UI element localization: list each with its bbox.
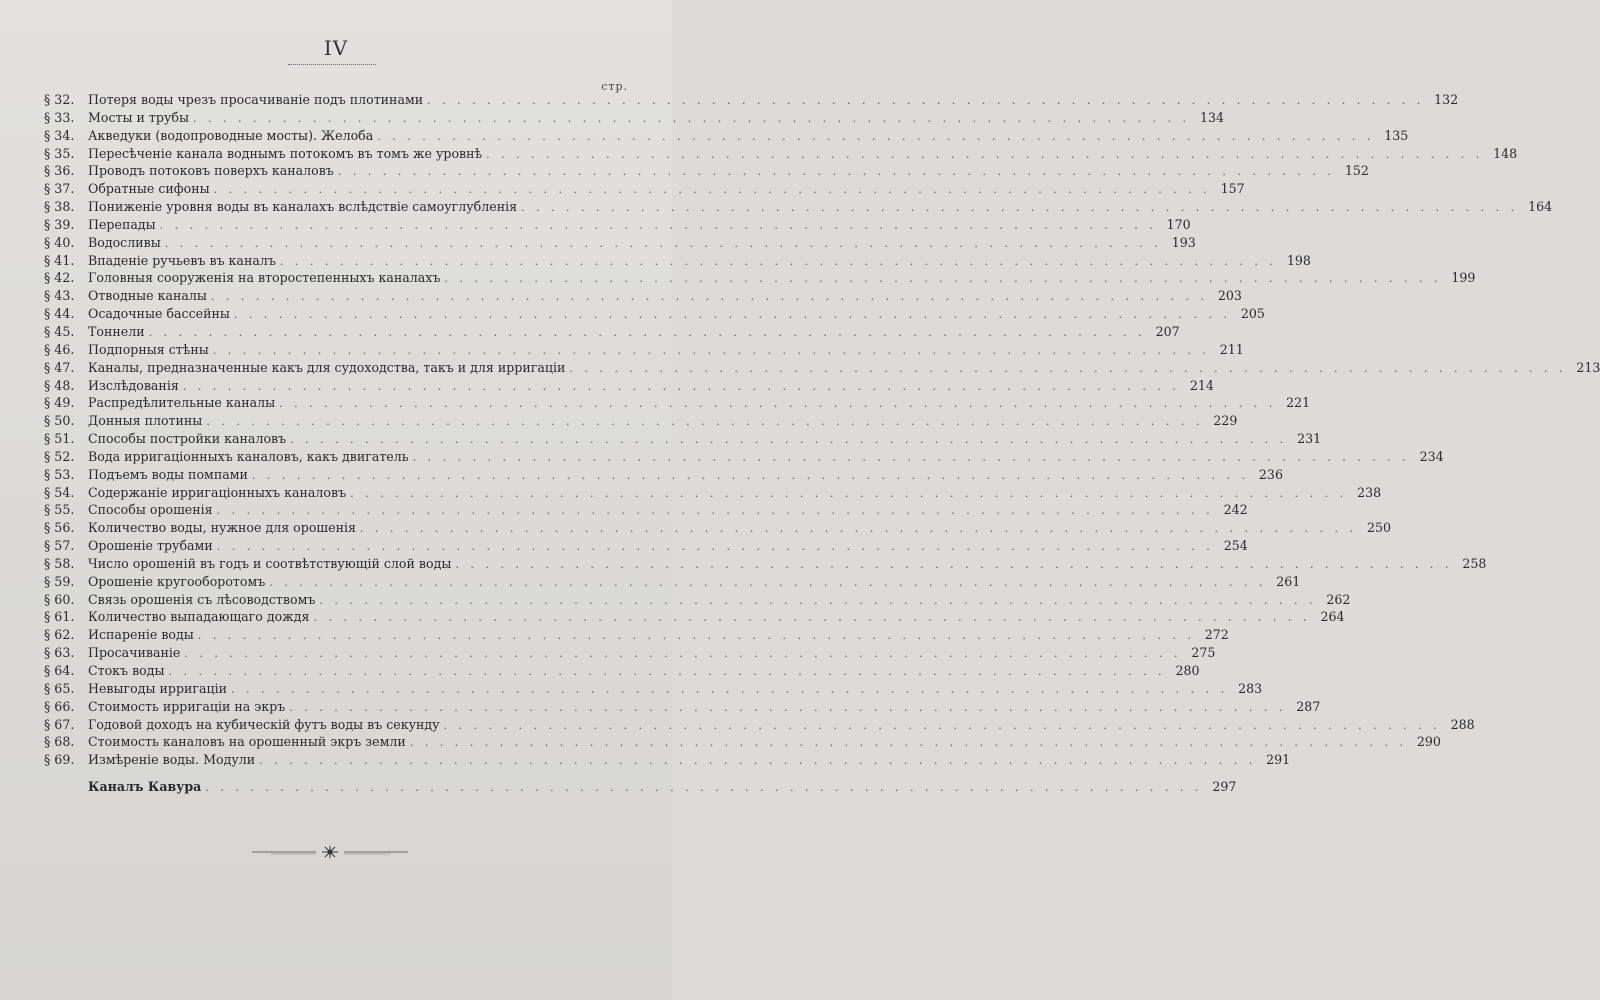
dot-leader: . . . . . . . . . . . . . . . . . . . . . . . . . . . . . . . . . . . . . . . . . . . . . . . . . . . . . . . . . . . . . . . . . . . (289, 700, 1287, 714)
dot-leader: . . . . . . . . . . . . . . . . . . . . . . . . . . . . . . . . . . . . . . . . . . . . . . . . . . . . . . . . . . . . . . . . . . . (427, 94, 1425, 107)
toc-entry-title: Донныя плотины (88, 413, 203, 429)
toc-entry-title: Орошеніе кругооборотомъ (88, 573, 266, 589)
toc-entry-page: 287 (1296, 698, 1321, 714)
toc-entry-title: Испареніе воды (88, 627, 194, 643)
toc-entry-title: Стоимость ирригаціи на экръ (88, 698, 286, 714)
page-column-label: стр. (601, 80, 628, 93)
toc-entry-page: 258 (1462, 555, 1487, 571)
dot-leader: . . . . . . . . . . . . . . . . . . . . . . . . . . . . . . . . . . . . . . . . . . . . . . . . . . . . . . . . . . . . . . . . . . . (164, 236, 1162, 250)
toc-entry-section: § 38. (44, 199, 75, 215)
toc-entry-page: 157 (1220, 181, 1245, 197)
toc-entry-title: Измѣреніе воды. Модули (88, 752, 256, 768)
toc-entry-title: Просачиваніе (88, 645, 181, 661)
toc-entry-title: Подъемъ воды помпами (88, 466, 248, 482)
toc-entry-page: 170 (1166, 216, 1191, 232)
toc-entry-title: Способы орошенія (88, 502, 213, 518)
toc-entry-page: 262 (1326, 591, 1351, 607)
dot-leader: . . . . . . . . . . . . . . . . . . . . . . . . . . . . . . . . . . . . . . . . . . . . . . . . . . . . . . . . . . . . . . . . . . . (444, 272, 1442, 286)
toc-entry-page: 198 (1286, 252, 1311, 268)
toc-entry-page: 148 (1493, 145, 1518, 161)
toc-entry-title: Мосты и трубы (88, 109, 189, 125)
toc-entry (44, 377, 1214, 396)
toc-entry-section: § 58. (44, 555, 75, 571)
dot-leader: . . . . . . . . . . . . . . . . . . . . . . . . . . . . . . . . . . . . . . . . . . . . . . . . . . . . . . . . . . . . . . . . . . . (184, 647, 1182, 661)
toc-entry-page: 211 (1219, 341, 1244, 357)
toc-entry-page: 229 (1213, 413, 1238, 429)
toc-entry-section: § 60. (44, 591, 75, 607)
toc-entry-section: § 43. (44, 288, 75, 304)
toc-entry-section: § 51. (44, 431, 75, 447)
toc-entry-page: 288 (1450, 716, 1475, 732)
dot-leader: . . . . . . . . . . . . . . . . . . . . . . . . . . . . . . . . . . . . . . . . . . . . . . . . . . . . . . . . . . . . . . . . . . . (233, 308, 1231, 322)
toc-entry-section: § 48. (44, 377, 75, 393)
toc-entry (44, 555, 1487, 574)
toc-entry-section: § 50. (44, 413, 75, 429)
dot-leader: . . . . . . . . . . . . . . . . . . . . . . . . . . . . . . . . . . . . . . . . . . . . . . . . . . . . . . . . . . . . . . . . . . . (350, 486, 1348, 500)
toc-entry-title: Проводъ потоковъ поверхъ каналовъ (88, 163, 334, 179)
toc-entry-section: § 35. (44, 145, 75, 161)
table-of-contents (44, 92, 1600, 770)
toc-entry-page: 205 (1240, 306, 1265, 322)
dot-leader: . . . . . . . . . . . . . . . . . . . . . . . . . . . . . . . . . . . . . . . . . . . . . . . . . . . . . . . . . . . . . . . . . . . (313, 611, 1311, 625)
page-number: IV (323, 36, 349, 60)
dot-leader: . . . . . . . . . . . . . . . . . . . . . . . . . . . . . . . . . . . . . . . . . . . . . . . . . . . . . . . . . . . . . . . . . . . (206, 415, 1204, 429)
toc-entry-title: Количество выпадающаго дождя (88, 609, 310, 625)
toc-entry (44, 734, 1441, 752)
toc-entry-page: 238 (1357, 484, 1382, 500)
dot-leader: . . . . . . . . . . . . . . . . . . . . . . . . . . . . . . . . . . . . . . . . . . . . . . . . . . . . . . . . . . . . . . . . . . . (337, 165, 1335, 179)
toc-entry-page: 291 (1266, 752, 1291, 768)
dot-leader: . . . . . . . . . . . . . . . . . . . . . . . . . . . . . . . . . . . . . . . . . . . . . . . . . . . . . . . . . . . . . . . . . . . (216, 504, 1214, 518)
toc-entry-section: § 54. (44, 484, 75, 500)
dot-leader: . . . . . . . . . . . . . . . . . . . . . . . . . . . . . . . . . . . . . . . . . . . . . . . . . . . . . . . . . . . . . . . . . . . (182, 379, 1180, 393)
toc-entry-section: § 63. (44, 645, 75, 661)
toc-entry-page: 221 (1286, 395, 1311, 411)
toc-entry-page: 272 (1204, 627, 1229, 643)
toc-entry (44, 252, 1311, 271)
toc-entry-title: Стокъ воды (88, 663, 165, 678)
dot-leader: . . . . . . . . . . . . . . . . . . . . . . . . . . . . . . . . . . . . . . . . . . . . . . . . . . . . . . . . . . . . . . . . . . . (359, 522, 1357, 536)
dot-leader: . . . . . . . . . . . . . . . . . . . . . . . . . . . . . . . . . . . . . . . . . . . . . . . . . . . . . . . . . . . . . . . . . . . (377, 129, 1375, 143)
toc-entry-title: Способы постройки каналовъ (88, 431, 287, 447)
toc-entry-title: Обратные сифоны (88, 181, 210, 197)
final-entry (44, 779, 1237, 794)
toc-entry-section: § 34. (44, 127, 75, 143)
toc-entry-title: Осадочные бассейны (88, 306, 230, 322)
toc-entry (44, 92, 1459, 110)
toc-entry (44, 502, 1248, 520)
toc-entry-section: § 53. (44, 466, 75, 482)
toc-entry (44, 627, 1229, 645)
dot-leader: . . . . . . . . . . . . . . . . . . . . . . . . . . . . . . . . . . . . . . . . . . . . . . . . . . . . . . . . . . . . . . . . . . . (231, 682, 1229, 696)
final-entry-page: 297 (1212, 779, 1237, 794)
toc-entry-page: 231 (1297, 431, 1322, 447)
dot-leader: . . . . . . . . . . . . . . . . . . . . . . . . . . . . . . . . . . . . . . . . . . . . . . . . . . . . . . . . . . . . . . . . . . . (279, 254, 1277, 268)
toc-entry (44, 680, 1263, 699)
toc-entry-title: Каналы, предназначенные какъ для судоходства, такъ и для ирригаціи (88, 359, 566, 375)
toc-entry-page: 193 (1171, 234, 1196, 250)
dot-leader: . . . . . . . . . . . . . . . . . . . . . . . . . . . . . . . . . . . . . . . . . . . . . . . . . . . . . . . . . . . . . . . . . . . (279, 397, 1277, 411)
toc-entry (44, 359, 1600, 378)
toc-entry-section: § 69. (44, 752, 75, 768)
toc-entry-title: Водосливы (88, 234, 161, 250)
toc-entry (44, 181, 1245, 199)
toc-entry-section: § 55. (44, 502, 75, 518)
toc-entry-title: Стоимость каналовъ на орошенный экръ земли (88, 734, 406, 750)
toc-entry-section: § 45. (44, 323, 75, 339)
toc-entry-page: 283 (1238, 680, 1263, 696)
toc-entry-title: Потеря воды чрезъ просачиваніе подъ плотинами (88, 92, 424, 107)
toc-entry-section: § 47. (44, 359, 75, 375)
toc-entry-title: Тоннели (88, 323, 145, 339)
toc-entry (44, 395, 1311, 413)
toc-entry-title: Отводные каналы (88, 288, 207, 304)
toc-entry-page: 164 (1528, 199, 1553, 215)
dot-leader: . . . . . . . . . . . . . . . . . . . . . . . . . . . . . . . . . . . . . . . . . . . . . . . . . . . . . . . . . . . . . . . . . . . (197, 629, 1195, 643)
toc-entry-page: 214 (1189, 377, 1214, 393)
toc-entry-section: § 46. (44, 341, 75, 357)
toc-entry-title: Пересѣченіе канала воднымъ потокомъ въ томъ же уровнѣ (88, 145, 483, 161)
toc-entry-section: § 32. (44, 92, 75, 107)
toc-entry (44, 698, 1321, 717)
toc-entry-title: Орошеніе трубами (88, 538, 213, 554)
dot-leader: . . . . . . . . . . . . . . . . . . . . . . . . . . . . . . . . . . . . . . . . . . . . . . . . . . . . . . . . . . . . . . . . . . . (569, 361, 1567, 375)
dot-leader: . . . . . . . . . . . . . . . . . . . . . . . . . . . . . . . . . . . . . . . . . . . . . . . . . . . . . . . . . . . . . . . . . . . (455, 557, 1453, 571)
toc-entry-section: § 57. (44, 538, 75, 554)
toc-entry-section: § 59. (44, 573, 75, 589)
page-number-rule (288, 64, 376, 65)
dot-leader: . . . . . . . . . . . . . . . . . . . . . . . . . . . . . . . . . . . . . . . . . . . . . . . . . . . . . . . . . . . . . . . . . . . (213, 183, 1211, 197)
toc-entry (44, 716, 1475, 735)
toc-entry-page: 254 (1223, 538, 1248, 554)
toc-entry-title: Акведуки (водопроводные мосты). Желоба (88, 127, 374, 143)
toc-entry-title: Распредѣлительные каналы (88, 395, 276, 411)
toc-entry-title: Пониженіе уровня воды въ каналахъ вслѣдствіе самоуглубленія (88, 199, 518, 215)
toc-entry-title: Невыгоды ирригаціи (88, 680, 228, 696)
toc-entry-section: § 65. (44, 680, 75, 696)
toc-entry (44, 645, 1216, 663)
final-entry-title: Каналъ Кавура (88, 779, 202, 794)
toc-entry-page: 264 (1320, 609, 1345, 625)
toc-entry-page: 236 (1258, 466, 1283, 482)
toc-entry-page: 261 (1276, 573, 1301, 589)
dot-leader: . . . . . . . . . . . . . . . . . . . . . . . . . . . . . . . . . . . . . . . . . . . . . . . . . . . . . . . . . . . . . . . . . . . (212, 343, 1210, 357)
dot-leader: . . . . . . . . . . . . . . . . . . . . . . . . . . . . . . . . . . . . . . . . . . . . . . . . . . . . . . . . . . . . . . . . . . . (168, 665, 1166, 678)
toc-entry-section: § 66. (44, 698, 75, 714)
ornament-icon (250, 845, 410, 859)
toc-entry (44, 288, 1242, 306)
toc-entry-section: § 37. (44, 181, 75, 197)
toc-entry-page: 132 (1434, 92, 1459, 107)
toc-entry (44, 323, 1180, 342)
toc-entry (44, 466, 1283, 485)
toc-entry (44, 448, 1444, 467)
toc-entry (44, 520, 1391, 538)
toc-entry-page: 213 (1576, 359, 1600, 375)
toc-entry-section: § 40. (44, 234, 75, 250)
toc-entry-section: § 56. (44, 520, 75, 536)
toc-entry (44, 306, 1265, 324)
toc-entry (44, 341, 1244, 360)
toc-entry-section: § 67. (44, 716, 75, 732)
dot-leader: . . . . . . . . . . . . . . . . . . . . . . . . . . . . . . . . . . . . . . . . . . . . . . . . . . . . . . . . . . . . . . . . . . . (319, 593, 1317, 607)
toc-entry (44, 573, 1301, 592)
toc-entry (44, 216, 1191, 235)
toc-entry-title: Связь орошенія съ лѣсоводствомъ (88, 591, 316, 607)
toc-entry (44, 109, 1225, 128)
toc-entry-page: 290 (1416, 734, 1441, 750)
dot-leader: . . . . . . . . . . . . . . . . . . . . . . . . . . . . . . . . . . . . . . . . . . . . . . . . . . . . . . . . . . . . . . . . . . . (192, 111, 1191, 125)
toc-entry-section: § 42. (44, 270, 75, 286)
toc-entry-title: Изслѣдованія (88, 377, 179, 393)
toc-entry (44, 163, 1369, 181)
toc-entry-page: 242 (1223, 502, 1248, 518)
dot-leader: . . . . . . . . . . . . . . . . . . . . . . . . . . . . . . . . . . . . . . . . . . . . . . . . . . . . . . . . . . . . . . . . . . . (205, 781, 1203, 794)
toc-entry-page: 135 (1384, 127, 1409, 143)
toc-entry-page: 207 (1155, 323, 1180, 339)
toc-entry-section: § 39. (44, 216, 75, 232)
toc-entry-title: Вода ирригаціонныхъ каналовъ, какъ двигатель (88, 448, 409, 464)
dot-leader: . . . . . . . . . . . . . . . . . . . . . . . . . . . . . . . . . . . . . . . . . . . . . . . . . . . . . . . . . . . . . . . . . . . (269, 575, 1267, 589)
dot-leader: . . . . . . . . . . . . . . . . . . . . . . . . . . . . . . . . . . . . . . . . . . . . . . . . . . . . . . . . . . . . . . . . . . . (290, 433, 1288, 447)
dot-leader: . . . . . . . . . . . . . . . . . . . . . . . . . . . . . . . . . . . . . . . . . . . . . . . . . . . . . . . . . . . . . . . . . . . (259, 754, 1257, 768)
toc-entry-page: 250 (1366, 520, 1391, 536)
toc-entry-section: § 52. (44, 448, 75, 464)
dot-leader: . . . . . . . . . . . . . . . . . . . . . . . . . . . . . . . . . . . . . . . . . . . . . . . . . . . . . . . . . . . . . . . . . . . (412, 450, 1410, 464)
toc-entry-section: § 62. (44, 627, 75, 643)
toc-entry-section: § 33. (44, 109, 75, 125)
dot-leader: . . . . . . . . . . . . . . . . . . . . . . . . . . . . . . . . . . . . . . . . . . . . . . . . . . . . . . . . . . . . . . . . . . . (251, 468, 1249, 482)
dot-leader: . . . . . . . . . . . . . . . . . . . . . . . . . . . . . . . . . . . . . . . . . . . . . . . . . . . . . . . . . . . . . . . . . . . (159, 218, 1157, 232)
dot-leader: . . . . . . . . . . . . . . . . . . . . . . . . . . . . . . . . . . . . . . . . . . . . . . . . . . . . . . . . . . . . . . . . . . . (521, 201, 1519, 215)
toc-entry-title: Годовой доходъ на кубическій футъ воды въ секунду (88, 716, 440, 732)
toc-entry (44, 591, 1351, 610)
toc-entry (44, 752, 1291, 770)
toc-entry-page: 203 (1217, 288, 1242, 304)
toc-entry (44, 270, 1476, 288)
toc-entry (44, 145, 1518, 164)
toc-entry-title: Головныя сооруженія на второстепенныхъ каналахъ (88, 270, 441, 286)
toc-entry-title: Число орошеній въ годъ и соотвѣтствующій слой воды (88, 555, 452, 571)
toc-entry-title: Перепады (88, 216, 156, 232)
toc-entry-section: § 68. (44, 734, 75, 750)
toc-entry (44, 663, 1200, 681)
toc-entry-section: § 49. (44, 395, 75, 411)
toc-entry-section: § 64. (44, 663, 75, 678)
toc-entry (44, 199, 1553, 217)
toc-entry (44, 538, 1248, 556)
toc-entry-page: 199 (1451, 270, 1476, 286)
dot-leader: . . . . . . . . . . . . . . . . . . . . . . . . . . . . . . . . . . . . . . . . . . . . . . . . . . . . . . . . . . . . . . . . . . . (148, 325, 1146, 339)
toc-entry-page: 134 (1199, 109, 1225, 125)
dot-leader: . . . . . . . . . . . . . . . . . . . . . . . . . . . . . . . . . . . . . . . . . . . . . . . . . . . . . . . . . . . . . . . . . . . (216, 540, 1214, 554)
toc-entry-section: § 36. (44, 163, 75, 179)
dot-leader: . . . . . . . . . . . . . . . . . . . . . . . . . . . . . . . . . . . . . . . . . . . . . . . . . . . . . . . . . . . . . . . . . . . (486, 147, 1484, 161)
dot-leader: . . . . . . . . . . . . . . . . . . . . . . . . . . . . . . . . . . . . . . . . . . . . . . . . . . . . . . . . . . . . . . . . . . . (443, 718, 1441, 732)
dot-leader: . . . . . . . . . . . . . . . . . . . . . . . . . . . . . . . . . . . . . . . . . . . . . . . . . . . . . . . . . . . . . . . . . . . (210, 290, 1208, 304)
toc-entry-section: § 44. (44, 306, 75, 322)
toc-entry-section: § 61. (44, 609, 75, 625)
toc-entry-title: Количество воды, нужное для орошенія (88, 520, 356, 536)
dot-leader: . . . . . . . . . . . . . . . . . . . . . . . . . . . . . . . . . . . . . . . . . . . . . . . . . . . . . . . . . . . . . . . . . . . (409, 736, 1407, 750)
toc-entry (44, 234, 1196, 253)
toc-entry-page: 275 (1191, 645, 1216, 661)
toc-entry (44, 413, 1238, 431)
toc-entry-section: § 41. (44, 252, 75, 268)
toc-entry (44, 609, 1345, 627)
toc-entry-title: Подпорныя стѣны (88, 341, 209, 357)
toc-entry-title: Впаденіе ручьевъ въ каналъ (88, 252, 276, 268)
toc-entry-title: Содержаніе ирригаціонныхъ каналовъ (88, 484, 347, 500)
toc-entry-page: 280 (1175, 663, 1200, 678)
toc-entry (44, 431, 1322, 449)
toc-entry-page: 152 (1344, 163, 1369, 179)
toc-entry (44, 127, 1409, 146)
toc-entry-page: 234 (1419, 448, 1444, 464)
toc-entry (44, 484, 1382, 503)
